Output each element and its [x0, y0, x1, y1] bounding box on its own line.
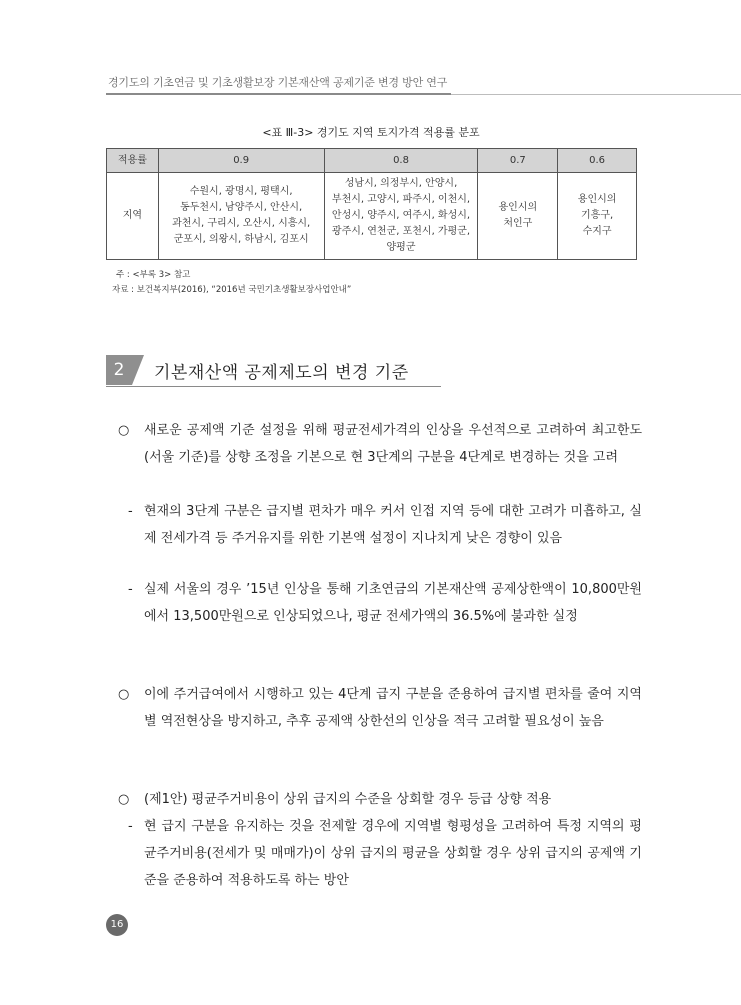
table-header-row [107, 149, 637, 173]
cell-line: 수지구 [582, 226, 612, 237]
row-label: 지역 [107, 173, 159, 260]
cell-line: 처인구 [503, 218, 533, 229]
section-title: 기본재산액 공제제도의 변경 기준 [154, 363, 409, 383]
column-header: 적용률 [107, 149, 159, 173]
paragraph [106, 786, 642, 813]
cell-line: 용인시의 [498, 202, 538, 213]
circle-bullet: ○ [118, 687, 130, 702]
cell-line: 성남시, 의정부시, 안양시, [344, 178, 458, 189]
table-cell-rate-0.8 [324, 173, 478, 260]
cell-line: 군포시, 의왕시, 하남시, 김포시 [173, 234, 309, 245]
cell-line: 부천시, 고양시, 파주시, 이천시, [331, 194, 471, 205]
dash-bullet: - [128, 582, 133, 597]
column-header: 0.9 [158, 149, 324, 173]
column-header: 0.6 [558, 149, 637, 173]
cell-line: 기흥구, [581, 210, 614, 221]
paragraph-text: 현 급지 구분을 유지하는 것을 전제할 경우에 지역별 형평성을 고려하여 특정 지역의 평균주거비용(전세가 및 매매가)이 상위 급지의 평균을 상회할 경우 상위 급지의 공제액 기준을 준용하여 적용하도록 하는 방안 [144, 819, 642, 888]
dash-bullet: - [128, 504, 133, 519]
paragraph-text: 새로운 공제액 기준 설정을 위해 평균전세가격의 인상을 우선적으로 고려하여 최고한도(서울 기준)를 상향 조정을 기본으로 현 3단계의 구분을 4단계로 변경하는 것을 고려 [144, 423, 642, 465]
sub-paragraph [106, 576, 642, 630]
paragraph-text: 현재의 3단계 구분은 급지별 편차가 매우 커서 인접 지역 등에 대한 고려가 미흡하고, 실제 전세가격 등 주거유지를 위한 기본액 설정이 지나치게 낮은 경향이 있음 [144, 504, 642, 546]
column-header: 0.8 [324, 149, 478, 173]
paragraph-text: 실제 서울의 경우 ’15년 인상을 통해 기초연금의 기본재산액 공제상한액이 10,800만원에서 13,500만원으로 인상되었으나, 평균 전세가액의 36.5%에 불과한 실정 [144, 582, 642, 624]
sub-paragraph [106, 813, 642, 894]
cell-line: 안성시, 양주시, 여주시, 화성시, [331, 210, 471, 221]
dash-bullet: - [128, 819, 133, 834]
paragraph [106, 681, 642, 735]
running-header: 경기도의 기초연금 및 기초생활보장 기본재산액 공제기준 변경 방안 연구 [108, 76, 448, 89]
table-note: 주 : <부록 3> 참고 [116, 270, 191, 280]
table-row [107, 173, 637, 260]
page-number: 16 [106, 914, 128, 936]
column-header: 0.7 [478, 149, 558, 173]
table-cell-rate-0.7 [478, 173, 558, 260]
table-source: 자료 : 보건복지부(2016), “2016년 국민기초생활보장사업안내” [112, 285, 352, 295]
paragraph [106, 417, 642, 471]
sub-paragraph [106, 498, 642, 552]
cell-line: 광주시, 연천군, 포천시, 가평군, [331, 226, 471, 237]
cell-line: 양평군 [386, 242, 416, 253]
paragraph-text: (제1안) 평균주거비용이 상위 급지의 수준을 상회할 경우 등급 상향 적용 [144, 792, 552, 807]
paragraph-text: 이에 주거급여에서 시행하고 있는 4단계 급지 구분을 준용하여 급지별 편차를 줄여 지역별 역전현상을 방지하고, 추후 공제액 상한선의 인상을 적극 고려할 필요성이 높음 [144, 687, 642, 729]
section-number-badge: 2 [106, 355, 132, 385]
header-rule [106, 93, 451, 95]
circle-bullet: ○ [118, 792, 130, 807]
cell-line: 용인시의 [577, 194, 617, 205]
cell-line: 동두천시, 남양주시, 안산시, [180, 202, 303, 213]
table-cell-rate-0.6 [558, 173, 637, 260]
section-badge-slant [132, 355, 144, 385]
table-caption: <표 Ⅲ-3> 경기도 지역 토지가격 적용률 분포 [262, 126, 480, 139]
circle-bullet: ○ [118, 423, 130, 438]
header-rule-extension [451, 94, 741, 95]
land-price-rate-table [106, 148, 637, 260]
cell-line: 수원시, 광명시, 평택시, [189, 186, 293, 197]
section-rule [106, 386, 441, 387]
table-cell-rate-0.9 [158, 173, 324, 260]
cell-line: 과천시, 구리시, 오산시, 시흥시, [172, 218, 311, 229]
